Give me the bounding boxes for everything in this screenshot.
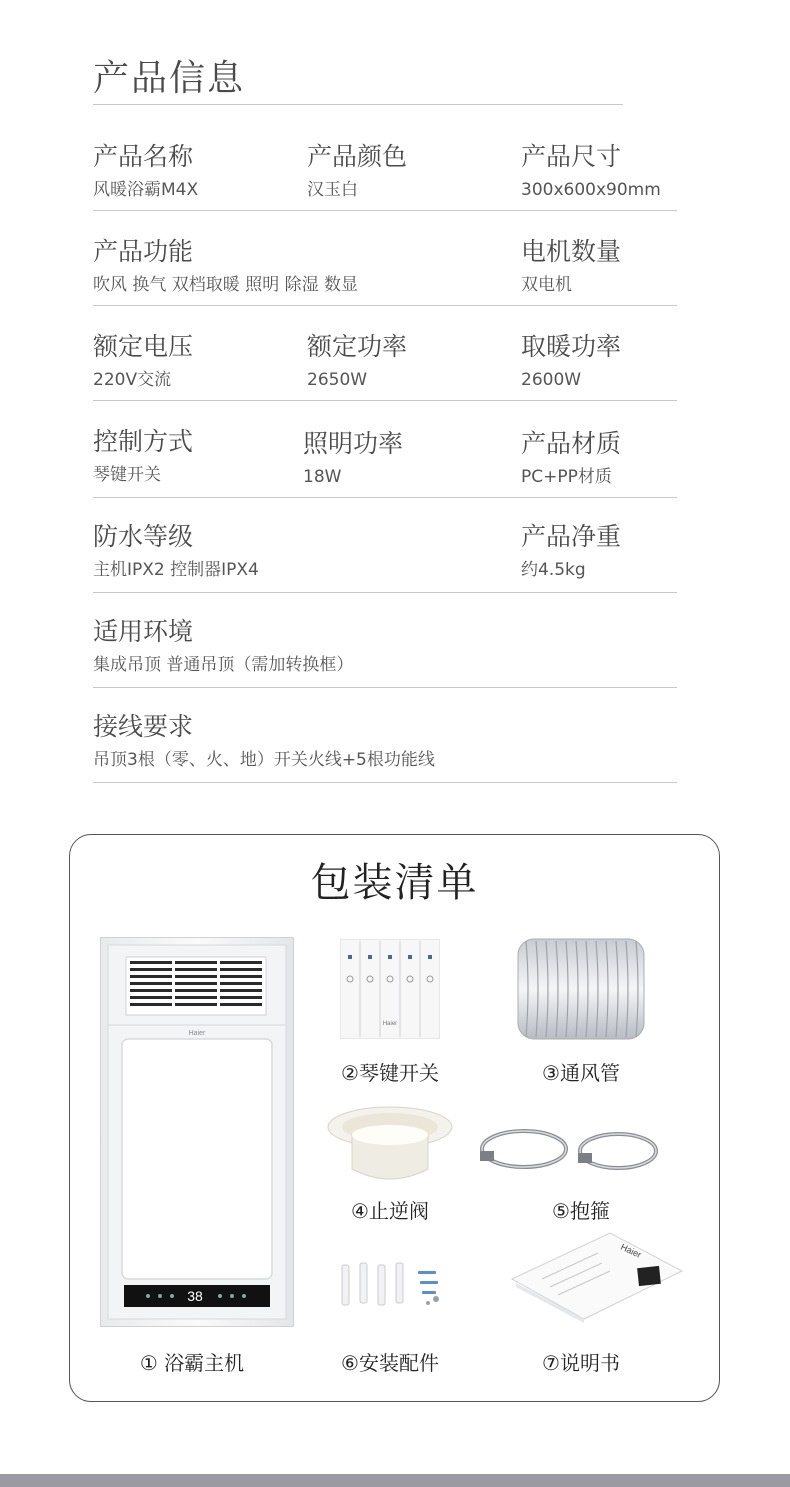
row-divider xyxy=(93,305,677,306)
spec-value: 约4.5kg xyxy=(521,560,586,580)
spec-row xyxy=(93,615,677,710)
package-item-caption: ⑦说明书 xyxy=(542,1351,620,1375)
spec-row xyxy=(93,425,677,520)
row-divider xyxy=(93,210,677,211)
spec-value: PC+PP材质 xyxy=(521,467,612,487)
ventilation-duct-icon xyxy=(512,933,650,1045)
spec-label: 产品尺寸 xyxy=(521,142,622,171)
spec-label: 额定功率 xyxy=(307,332,408,361)
spec-cell xyxy=(93,330,193,392)
row-divider xyxy=(93,782,677,783)
package-title: 包装清单 xyxy=(310,860,479,906)
section-title: 产品信息 xyxy=(93,58,246,99)
package-item-caption: ⑤抱箍 xyxy=(552,1199,610,1223)
spec-label: 适用环境 xyxy=(93,617,194,646)
spec-cell xyxy=(521,520,621,582)
spec-value: 2600W xyxy=(521,370,582,390)
footer-bar xyxy=(0,1474,790,1487)
spec-label: 产品颜色 xyxy=(307,142,408,171)
row-divider xyxy=(93,687,677,688)
spec-row xyxy=(93,330,677,425)
spec-cell xyxy=(521,235,621,297)
spec-label: 取暖功率 xyxy=(521,332,622,361)
title-divider xyxy=(93,104,623,105)
spec-cell xyxy=(307,140,407,202)
spec-label: 产品功能 xyxy=(93,237,194,266)
spec-cell xyxy=(521,427,621,489)
check-valve-icon xyxy=(326,1105,454,1189)
spec-label: 产品材质 xyxy=(521,429,622,458)
row-divider xyxy=(93,497,677,498)
spec-cell xyxy=(521,140,661,202)
spec-cell xyxy=(93,615,353,677)
spec-row xyxy=(93,710,677,805)
spec-cell xyxy=(93,425,193,487)
spec-value: 220V交流 xyxy=(93,370,172,390)
instruction-manual-icon xyxy=(502,1227,684,1325)
spec-cell xyxy=(307,330,407,392)
switch-brand-mark: Haier xyxy=(382,1021,398,1027)
row-divider xyxy=(93,592,677,593)
spec-cell xyxy=(93,520,259,582)
spec-value: 吹风 换气 双档取暖 照明 除湿 数显 xyxy=(93,275,359,295)
spec-value: 18W xyxy=(303,467,342,487)
brand-mark: Haier xyxy=(188,1030,206,1037)
spec-cell xyxy=(521,330,621,392)
bath-heater-main-unit-icon xyxy=(100,937,294,1327)
spec-value: 风暖浴霸M4X xyxy=(93,180,199,200)
spec-cell xyxy=(93,710,435,772)
row-divider xyxy=(93,400,677,401)
spec-row xyxy=(93,235,677,330)
display-reading: 38 xyxy=(187,1288,203,1304)
spec-label: 防水等级 xyxy=(93,522,194,551)
spec-cell xyxy=(303,427,403,489)
manual-brand-mark: Haier xyxy=(619,1241,643,1260)
package-list-panel xyxy=(69,834,720,1402)
spec-label: 产品净重 xyxy=(521,522,622,551)
spec-value: 主机IPX2 控制器IPX4 xyxy=(93,560,259,580)
spec-label: 额定电压 xyxy=(93,332,194,361)
spec-row xyxy=(93,520,677,615)
spec-cell xyxy=(93,140,198,202)
hose-clamp-icon xyxy=(480,1125,660,1177)
spec-value: 300x600x90mm xyxy=(521,180,661,200)
package-item-caption: ③通风管 xyxy=(542,1061,620,1085)
spec-value: 汉玉白 xyxy=(307,180,358,200)
spec-label: 照明功率 xyxy=(303,429,404,458)
spec-label: 产品名称 xyxy=(93,142,194,171)
package-item-caption: ⑥安装配件 xyxy=(341,1351,439,1375)
spec-value: 琴键开关 xyxy=(93,465,161,485)
package-item-caption: ④止逆阀 xyxy=(351,1199,429,1223)
spec-label: 电机数量 xyxy=(521,237,622,266)
package-item-caption: ① 浴霸主机 xyxy=(139,1351,245,1375)
spec-value: 集成吊顶 普通吊顶（需加转换框） xyxy=(93,655,354,675)
spec-label: 接线要求 xyxy=(93,712,194,741)
spec-cell xyxy=(93,235,358,297)
installation-accessories-icon xyxy=(336,1259,448,1311)
package-item-caption: ②琴键开关 xyxy=(341,1061,439,1085)
spec-value: 双电机 xyxy=(521,275,572,295)
piano-key-switch-icon xyxy=(340,939,440,1039)
spec-row xyxy=(93,140,677,235)
spec-value: 2650W xyxy=(307,370,368,390)
spec-value: 吊顶3根（零、火、地）开关火线+5根功能线 xyxy=(93,750,435,770)
spec-label: 控制方式 xyxy=(93,427,194,456)
